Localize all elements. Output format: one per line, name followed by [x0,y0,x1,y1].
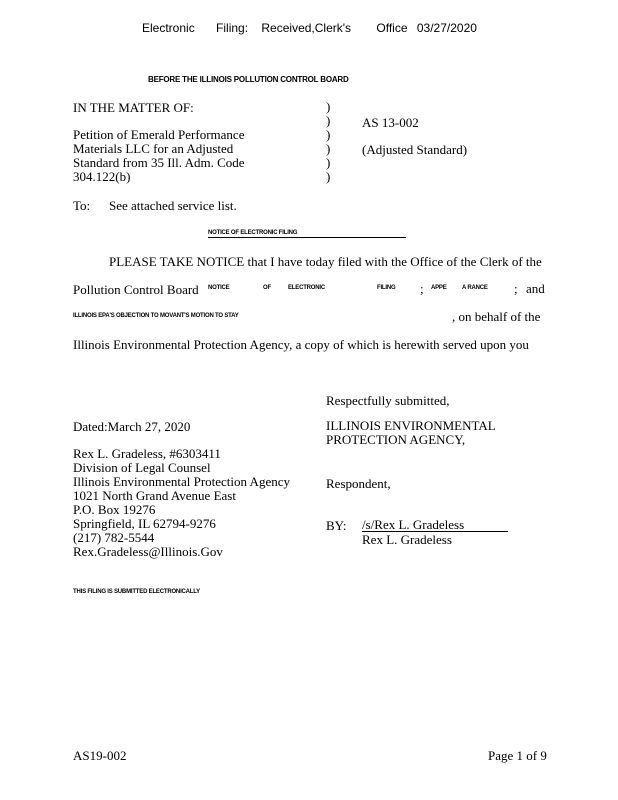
filing-stamp [142,21,477,35]
paren: ) [326,99,331,114]
contact-line: 1021 North Grand Avenue East [73,488,236,503]
to-text: See attached service list. [109,198,237,213]
signer-name: Rex L. Gradeless [362,532,452,547]
to-label: To: [73,198,91,213]
stamp-electronic: Electronic [142,21,195,35]
stamp-received: Received,Clerk's [261,21,352,35]
petition-line: 304.122(b) [73,169,131,184]
petition-line: Petition of Emerald Performance [73,127,245,142]
paren: ) [326,141,331,156]
semicolon-1: ; [420,281,424,296]
caps-electronic: ELECTRONIC [288,285,326,291]
petition-caption [73,128,245,184]
contact-line: (217) 782-5544 [73,530,155,545]
contact-email: Rex.Gradeless@Illinois.Gov [73,544,223,559]
paren: ) [326,169,331,184]
footer-case: AS19-002 [73,748,127,763]
caps-appe: APPE [431,285,447,291]
matter-label: IN THE MATTER OF: [73,100,194,115]
notice-heading-text: NOTICE OF ELECTRONIC FILING [208,230,298,236]
agency-name [326,419,496,447]
semicolon-2: ; [514,281,518,296]
agency-line-2: PROTECTION AGENCY, [326,432,466,447]
attorney-contact [73,447,290,559]
dated-label: Dated: [73,419,108,434]
dated-value: March 27, 2020 [107,419,191,434]
case-type: (Adjusted Standard) [362,142,468,157]
caps-arance: A RANCE [462,285,488,291]
caps-of: OF [263,285,271,291]
body-line-2-and: and [526,281,545,296]
dated-line [73,419,190,435]
respondent-label: Respondent, [326,476,391,491]
board-heading: BEFORE THE ILLINOIS POLLUTION CONTROL BOARD [148,75,349,84]
contact-line: P.O. Box 19276 [73,502,156,517]
caps-notice: NOTICE [208,285,230,291]
signature-line [362,518,508,532]
objection-title: ILLINOIS EPA'S OBJECTION TO MOVANT'S MOTION TO STAY [73,313,239,319]
paren: ) [326,155,331,170]
footer-page: Page 1 of 9 [488,748,547,763]
notice-heading [208,230,406,238]
stamp-date: 03/27/2020 [416,21,477,35]
paren: ) [326,113,331,128]
contact-line: Illinois Environmental Protection Agency [73,474,290,489]
by-label: BY: [326,518,347,533]
contact-line: Springfield, IL 62794-9276 [73,516,216,531]
signature: /s/Rex L. Gradeless [362,517,465,532]
agency-line-1: ILLINOIS ENVIRONMENTAL [326,418,496,433]
body-line-2-start: Pollution Control Board [73,282,199,297]
body-line-1: PLEASE TAKE NOTICE that I have today filed with the Office of the Clerk of the [109,254,542,269]
submitted-note: THIS FILING IS SUBMITTED ELECTRONICALLY [73,589,200,595]
body-line-2 [73,281,553,299]
caps-filing: FILING [377,285,396,291]
stamp-office: Office [376,21,408,35]
body-line-4: Illinois Environmental Protection Agency, a copy of which is herewith served upon you [73,337,529,352]
petition-line: Materials LLC for an Adjusted [73,141,234,156]
case-number: AS 13-002 [362,115,419,130]
contact-line: Division of Legal Counsel [73,460,211,475]
paren: ) [326,127,331,142]
stamp-filing: Filing: [216,21,249,35]
caption-parens [326,100,330,184]
contact-line: Rex L. Gradeless, #6303411 [73,446,221,461]
body-line-3-end: , on behalf of the [452,309,541,324]
petition-line: Standard from 35 Ill. Adm. Code [73,155,245,170]
respectfully-submitted: Respectfully submitted, [326,393,450,408]
